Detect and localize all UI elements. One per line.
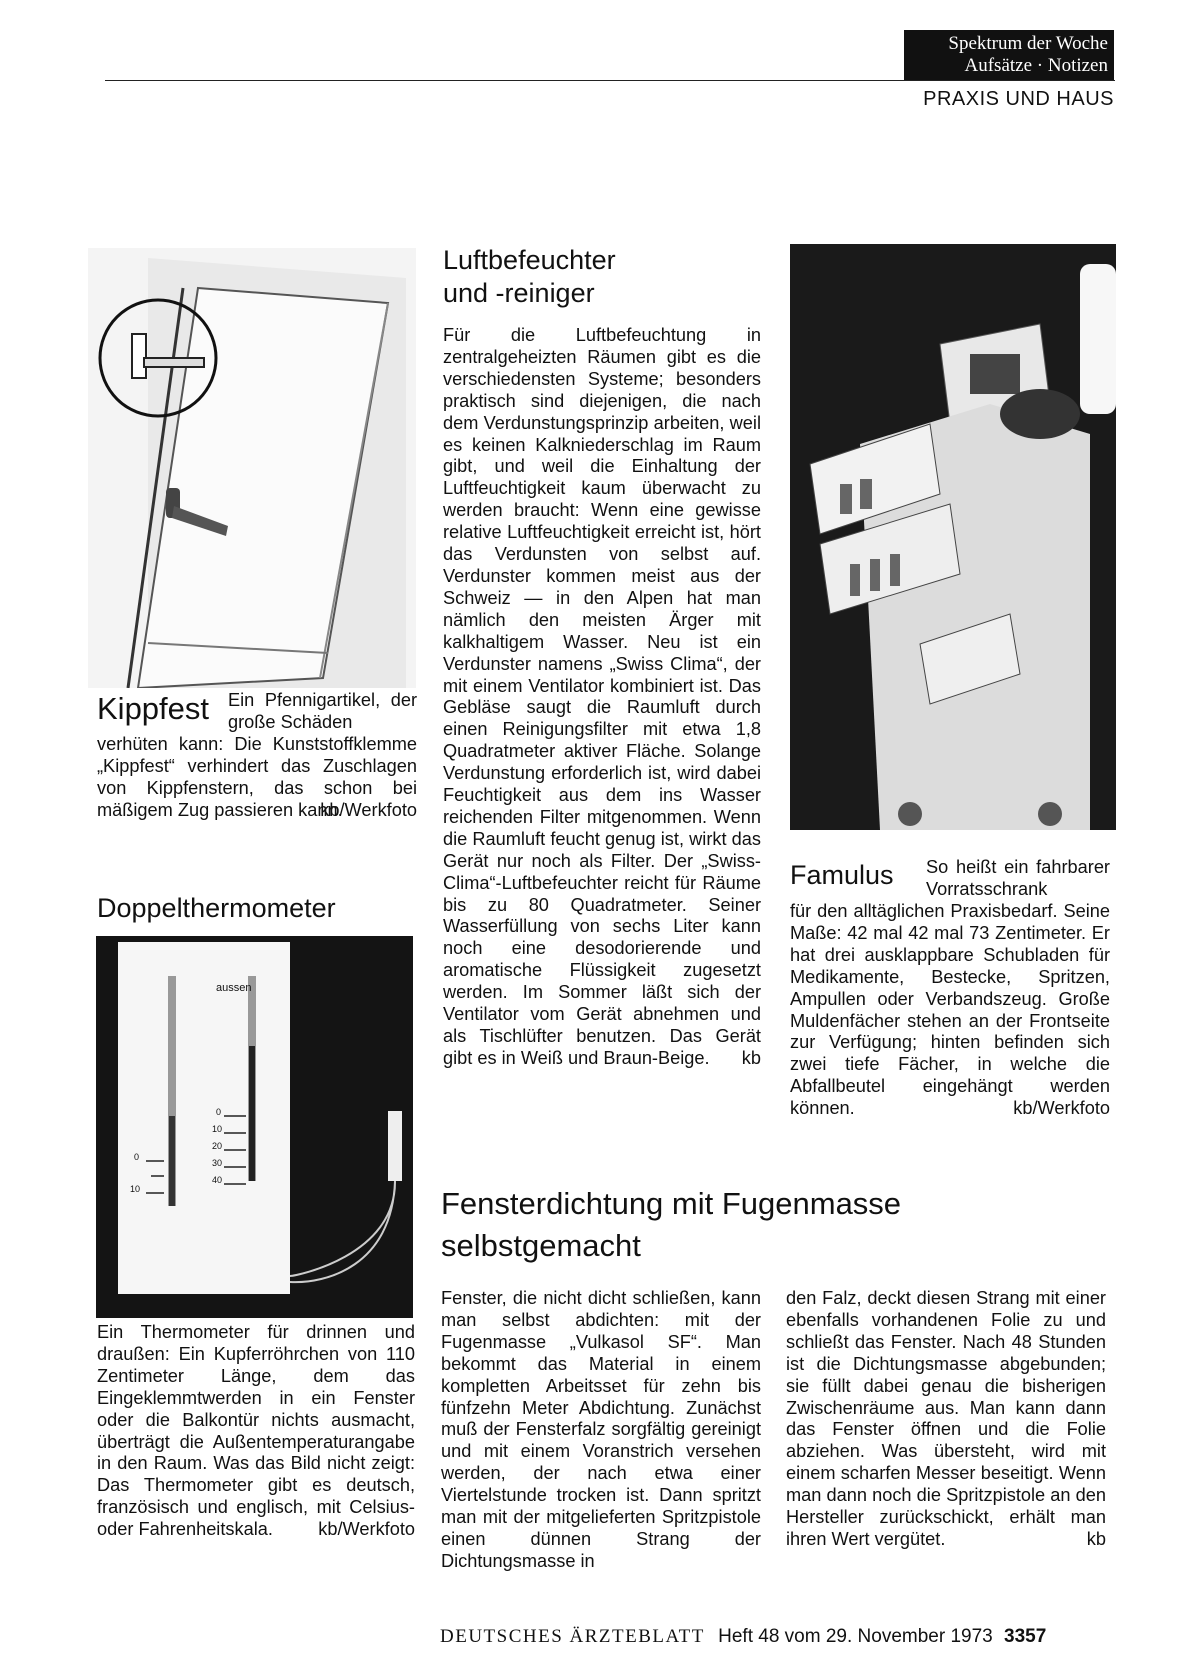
magazine-name: DEUTSCHES ÄRZTEBLATT — [440, 1626, 705, 1647]
famulus-credit: kb/Werkfoto — [1013, 1098, 1110, 1119]
kippfest-body: verhüten kann: Die Kunststoffklemme „Kippfest“ verhindert das Zuschlagen von Kippfenstern, das schon bei mäßigem Zug passieren kann. — [97, 734, 417, 820]
thermometer-scale-right-30: 30 — [212, 1158, 223, 1168]
famulus-title: Famulus — [790, 860, 894, 890]
header-rule — [105, 80, 1115, 81]
thermometer-label: aussen — [216, 982, 252, 994]
page-footer — [440, 1626, 1046, 1648]
thermometer-photo — [96, 936, 413, 1318]
doppelthermometer-credit: kb/Werkfoto — [318, 1519, 415, 1540]
famulus-article — [790, 857, 1110, 1120]
luftbefeuchter-title-2: und -reiniger — [443, 278, 595, 308]
thermometer-scale-right-10: 10 — [212, 1124, 223, 1134]
luftbefeuchter-article — [443, 244, 761, 1070]
famulus-lead: So heißt ein fahrbarer Vorratsschrank — [926, 857, 1110, 899]
doppelthermometer-title: Doppelthermometer — [97, 893, 336, 923]
thermometer-scale-right-20: 20 — [212, 1141, 223, 1151]
fensterdichtung-title-1: Fensterdichtung mit Fugenmasse — [441, 1186, 902, 1221]
fensterdichtung-credit: kb — [1086, 1528, 1106, 1549]
badge-line-1: Spektrum der Woche — [948, 33, 1108, 54]
fensterdichtung-col2: den Falz, deckt diesen Strang mit einer ebenfalls vorhandenen Folie zu und schließt das Fenster. Nach 48 Stunden ist die Dichtungsmasse abgebunden; sie füllt dabei genau die bisherigen Zwischenräume aus. Man kann dann das Fenster öffnen und die Folie abziehen. Was übersteht, wird mit einem scharfen Messer beseitigt. Wenn man dann noch die Spritzpistole an den Hersteller zurückschickt, erhält man ihren Wert vergütet. — [786, 1288, 1106, 1549]
kippfest-title: Kippfest — [97, 691, 210, 726]
badge-line-2: Aufsätze · Notizen — [964, 55, 1108, 76]
kippfest-credit: kb/Werkfoto — [320, 799, 417, 820]
famulus-photo — [790, 244, 1116, 830]
famulus-body: für den alltäglichen Praxisbedarf. Seine Maße: 42 mal 42 mal 73 Zentimeter. Er hat drei ausklappbare Schubladen für Medikamente, Bestecke, Spritzen, Ampullen oder Verbandszeug. Große Muldenfächer stehen an der Frontseite zur Verfügung; hinten befinden sich zwei tiefe Fächer, in welche die Abfallbeutel eingehängt werden können. — [790, 901, 1110, 1119]
fensterdichtung-title-2: selbstgemacht — [441, 1228, 641, 1263]
luftbefeuchter-body: Für die Luftbefeuchtung in zentralgeheizten Räumen gibt es die verschiedensten Systeme; besonders praktisch sind diejenigen, die nach dem Verdunstungsprinzip arbeiten, weil es keinen Kalkniederschlag im Raum gibt, und weil die Einhaltung der Luftfeuchtigkeit kaum überwacht zu werden braucht: Wenn eine gewisse relative Luftfeuchtigkeit erreicht ist, hört das Verdunsten von selbst auf. Verdunster kommen meist aus der Schweiz — in den Alpen hat man nämlich den meisten Ärger mit kalkhaltigem Wasser. Neu ist ein Verdunster namens „Swiss Clima“, der mit einem Ventilator kombiniert ist. Das Gebläse saugt die Raumluft durch einen Reinigungsfilter mit etwa 1,8 Quadratmeter aktiver Fläche. Solange Verdunstung erforderlich ist, wird dabei Feuchtigkeit aus dem ins Wasser reichenden Filter mitgenommen. Wenn die Raumluft feucht genug ist, wirkt das Gerät nur noch als Filter. Der „Swiss-Clima“-Luftbefeuchter reicht für Räume bis zu 80 Quadratmeter. Seiner Wasserfüllung von sechs Liter kann noch eine desodorierende und aromatische Flüssigkeit zugesetzt werden. Im Sommer läßt sich der Ventilator vom Gerät abnehmen und als Tischlüfter benutzen. Das Gerät gibt es in Weiß und Braun-Beige. — [443, 325, 761, 1068]
section-badge — [904, 30, 1114, 80]
kippfest-photo — [88, 248, 416, 688]
luftbefeuchter-title-1: Luftbefeuchter — [443, 245, 616, 275]
section-title: PRAXIS UND HAUS — [923, 88, 1114, 110]
fensterdichtung-col1: Fenster, die nicht dicht schließen, kann man selbst abdichten: mit der Fugenmasse „Vulkasol SF“. Man bekommt das Material in einem kompletten Arbeitsset für zehn bis fünfzehn Meter Abdichtung. Zunächst muß der Fensterfalz sorgfältig gereinigt und mit einem Voranstrich versehen werden, der nach etwa einer Viertelstunde trocken ist. Dann spritzt man mit der mitgelieferten Spritzpistole einen dünnen Strang der Dichtungsmasse in — [441, 1288, 761, 1571]
page-number: 3357 — [1004, 1626, 1047, 1647]
fensterdichtung-col2-wrap — [786, 1288, 1106, 1551]
issue-info: Heft 48 vom 29. November 1973 — [718, 1626, 993, 1647]
kippfest-lead: Ein Pfennigartikel, der große Schäden — [228, 690, 417, 732]
luftbefeuchter-credit: kb — [741, 1047, 761, 1068]
doppelthermometer-article — [97, 1322, 415, 1541]
kippfest-article — [97, 690, 417, 822]
thermometer-scale-left-0: 0 — [134, 1152, 140, 1162]
doppelthermometer-body: Ein Thermometer für drinnen und draußen: Ein Kupferröhrchen von 110 Zentimeter Länge, dem das Eingeklemmtwerden in ein Fenster oder die Balkontür nichts ausmacht, überträgt die Außentemperaturangabe in den Raum. Was das Bild nicht zeigt: Das Thermometer gibt es deutsch, französisch und englisch, mit Celsius- oder Fahrenheitskala. — [97, 1322, 415, 1540]
thermometer-scale-right-0: 0 — [216, 1107, 222, 1117]
thermometer-scale-left-10: 10 — [130, 1184, 141, 1194]
thermometer-scale-right-40: 40 — [212, 1175, 223, 1185]
